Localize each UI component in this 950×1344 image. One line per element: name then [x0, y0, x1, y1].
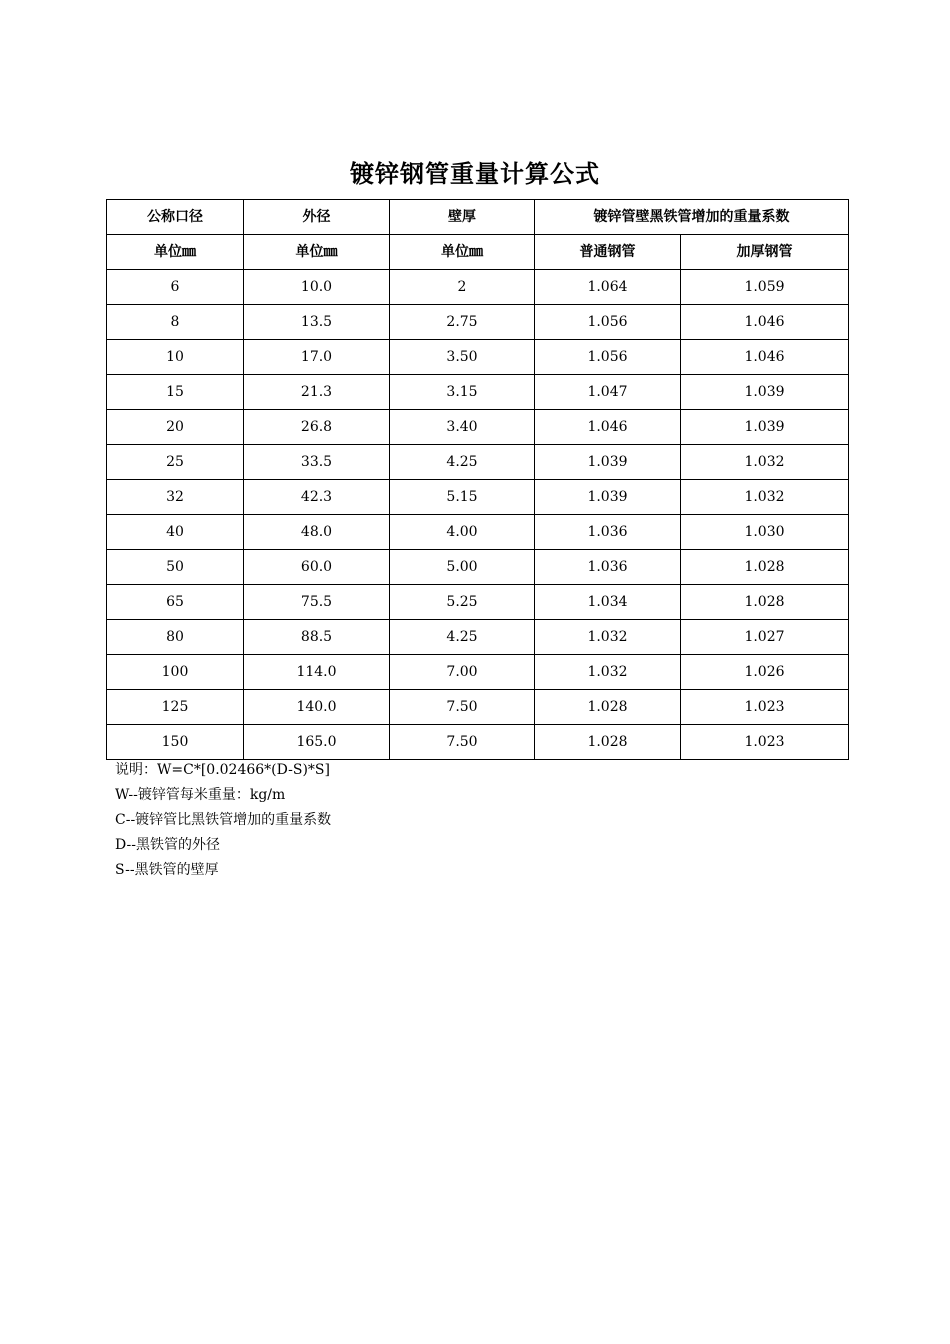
- note-line: S--黑铁管的壁厚: [115, 862, 219, 878]
- table-cell: 32: [107, 480, 244, 515]
- table-cell: 1.028: [535, 690, 681, 725]
- table-cell: 7.50: [390, 725, 535, 760]
- table-cell: 10.0: [244, 270, 390, 305]
- table-cell: 4.25: [390, 445, 535, 480]
- table-cell: 114.0: [244, 655, 390, 690]
- table-cell: 88.5: [244, 620, 390, 655]
- note-line: C--镀锌管比黑铁管增加的重量系数: [115, 812, 332, 828]
- table-row: [107, 410, 849, 445]
- note-line: 说明：W=C*[0.02466*(D-S)*S]: [115, 762, 330, 778]
- table-row: [107, 375, 849, 410]
- formula-notes: [115, 758, 331, 883]
- table-cell: 1.064: [535, 270, 681, 305]
- table-cell: 48.0: [244, 515, 390, 550]
- table-cell: 140.0: [244, 690, 390, 725]
- table-row: [107, 620, 849, 655]
- table-cell: 1.032: [681, 445, 849, 480]
- table-cell: 3.40: [390, 410, 535, 445]
- table-cell: 42.3: [244, 480, 390, 515]
- table-cell: 7.50: [390, 690, 535, 725]
- subheader-unit: 单位㎜: [390, 235, 535, 270]
- table-cell: 3.50: [390, 340, 535, 375]
- table-cell: 20: [107, 410, 244, 445]
- table-cell: 7.00: [390, 655, 535, 690]
- header-weight-coefficient: 镀锌管壁黑铁管增加的重量系数: [535, 200, 849, 235]
- note-line: W--镀锌管每米重量：kg/m: [115, 787, 286, 803]
- table-cell: 26.8: [244, 410, 390, 445]
- table-cell: 1.039: [535, 445, 681, 480]
- table-cell: 21.3: [244, 375, 390, 410]
- table-cell: 1.030: [681, 515, 849, 550]
- table-cell: 40: [107, 515, 244, 550]
- table-cell: 1.036: [535, 550, 681, 585]
- table-cell: 1.046: [535, 410, 681, 445]
- table-cell: 60.0: [244, 550, 390, 585]
- table-header-row: [107, 200, 849, 235]
- table-cell: 1.032: [535, 620, 681, 655]
- table-cell: 1.023: [681, 725, 849, 760]
- table-cell: 1.032: [535, 655, 681, 690]
- table-cell: 1.028: [535, 725, 681, 760]
- table-row: [107, 725, 849, 760]
- table-cell: 1.026: [681, 655, 849, 690]
- table-cell: 1.028: [681, 550, 849, 585]
- page-title: 镀锌钢管重量计算公式: [350, 160, 600, 188]
- table-cell: 1.046: [681, 305, 849, 340]
- table-row: [107, 690, 849, 725]
- table-cell: 4.25: [390, 620, 535, 655]
- table-cell: 1.039: [535, 480, 681, 515]
- subheader-standard-pipe: 普通钢管: [535, 235, 681, 270]
- table-cell: 1.056: [535, 340, 681, 375]
- header-wall-thickness: 壁厚: [390, 200, 535, 235]
- table-cell: 125: [107, 690, 244, 725]
- table-row: [107, 270, 849, 305]
- table-cell: 5.00: [390, 550, 535, 585]
- table-cell: 150: [107, 725, 244, 760]
- table-cell: 1.046: [681, 340, 849, 375]
- table-row: [107, 305, 849, 340]
- table-cell: 15: [107, 375, 244, 410]
- pipe-weight-table: [106, 199, 849, 760]
- subheader-thickened-pipe: 加厚钢管: [681, 235, 849, 270]
- table-cell: 1.056: [535, 305, 681, 340]
- table-cell: 5.25: [390, 585, 535, 620]
- table-cell: 3.15: [390, 375, 535, 410]
- table-subheader-row: [107, 235, 849, 270]
- table-cell: 10: [107, 340, 244, 375]
- table-cell: 25: [107, 445, 244, 480]
- header-nominal-diameter: 公称口径: [107, 200, 244, 235]
- table-cell: 1.039: [681, 375, 849, 410]
- subheader-unit: 单位㎜: [107, 235, 244, 270]
- table-cell: 8: [107, 305, 244, 340]
- table-row: [107, 480, 849, 515]
- subheader-unit: 单位㎜: [244, 235, 390, 270]
- table-cell: 2: [390, 270, 535, 305]
- table-cell: 75.5: [244, 585, 390, 620]
- table-cell: 1.023: [681, 690, 849, 725]
- table-cell: 2.75: [390, 305, 535, 340]
- table-cell: 1.039: [681, 410, 849, 445]
- table-cell: 33.5: [244, 445, 390, 480]
- table-cell: 1.047: [535, 375, 681, 410]
- table-cell: 65: [107, 585, 244, 620]
- table-row: [107, 515, 849, 550]
- table-cell: 5.15: [390, 480, 535, 515]
- table-row: [107, 340, 849, 375]
- table-cell: 50: [107, 550, 244, 585]
- table-cell: 100: [107, 655, 244, 690]
- table-cell: 80: [107, 620, 244, 655]
- table-cell: 1.027: [681, 620, 849, 655]
- table-row: [107, 585, 849, 620]
- header-outer-diameter: 外径: [244, 200, 390, 235]
- table-cell: 1.028: [681, 585, 849, 620]
- table-cell: 6: [107, 270, 244, 305]
- table-cell: 1.034: [535, 585, 681, 620]
- table-cell: 17.0: [244, 340, 390, 375]
- table-cell: 165.0: [244, 725, 390, 760]
- table-row: [107, 655, 849, 690]
- table-cell: 4.00: [390, 515, 535, 550]
- note-line: D--黑铁管的外径: [115, 837, 220, 853]
- table-row: [107, 445, 849, 480]
- table-cell: 13.5: [244, 305, 390, 340]
- table-cell: 1.059: [681, 270, 849, 305]
- table-cell: 1.032: [681, 480, 849, 515]
- table-cell: 1.036: [535, 515, 681, 550]
- table-row: [107, 550, 849, 585]
